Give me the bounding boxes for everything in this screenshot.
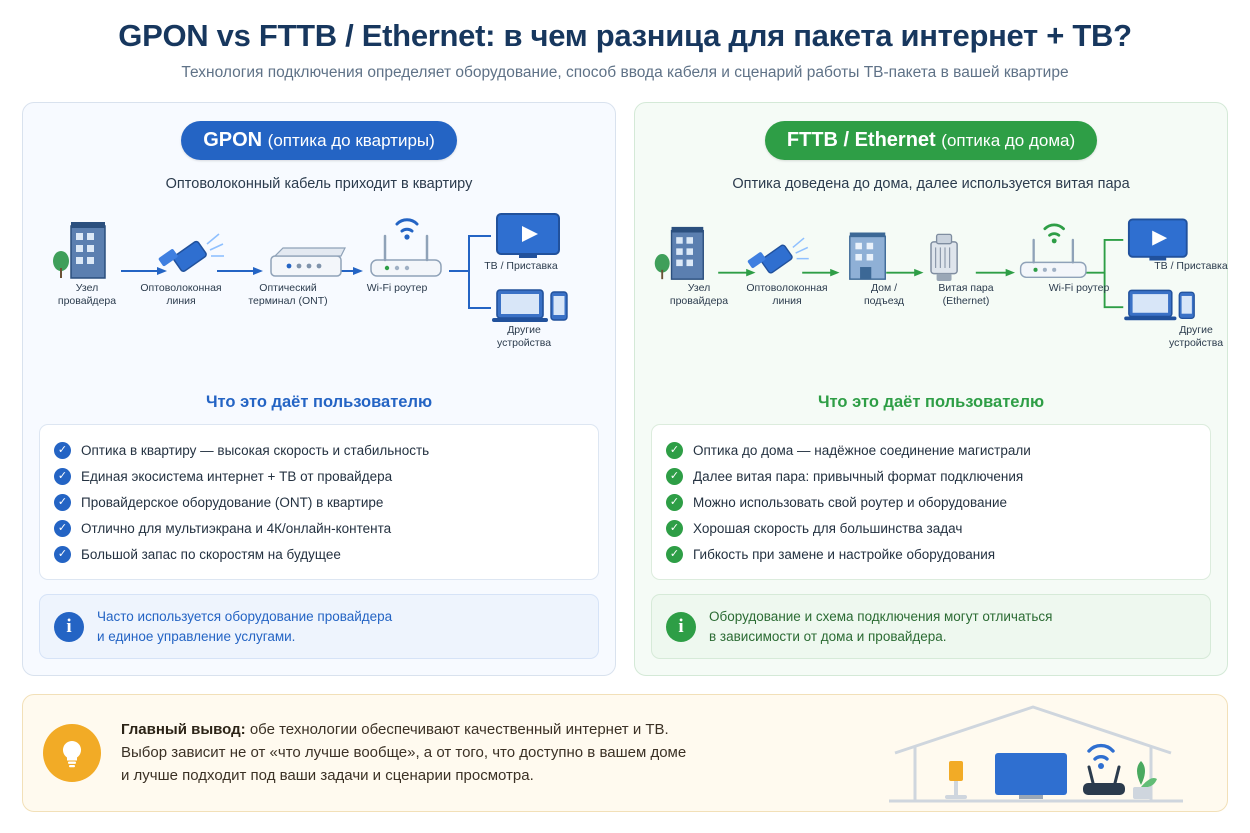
fttb-provider-icon xyxy=(655,227,704,279)
conclusion-lead: Главный вывод: xyxy=(121,720,246,738)
fttb-benefit-item xyxy=(666,541,1196,567)
home-lamp-icon xyxy=(945,761,967,799)
panel-gpon-flow xyxy=(39,208,599,383)
fttb-optic-icon xyxy=(747,238,809,274)
check-icon: ✓ xyxy=(666,468,683,485)
conclusion-line2: Выбор зависит не от «что лучше вообще», а от того, что доступно в вашем доме xyxy=(121,743,687,761)
fttb-node-devices xyxy=(1151,318,1241,350)
check-icon: ✓ xyxy=(666,520,683,537)
check-icon: ✓ xyxy=(54,546,71,563)
page-title: GPON vs FTTB / Ethernet: в чем разница для пакета интернет + ТВ? xyxy=(118,18,1132,53)
gpon-optic-icon xyxy=(158,234,224,272)
info-icon: i xyxy=(666,612,696,642)
gpon-node-optic-label: Оптоволоконная линия xyxy=(140,282,222,308)
check-icon: ✓ xyxy=(54,442,71,459)
fttb-router-icon xyxy=(1021,225,1086,277)
panel-gpon-badge-main: GPON xyxy=(203,129,263,151)
panel-fttb-flow xyxy=(651,208,1228,383)
fttb-benefits-box xyxy=(651,424,1211,580)
panel-gpon-note: Оптоволоконный кабель приходит в квартиру xyxy=(165,176,473,192)
check-icon: ✓ xyxy=(54,520,71,537)
fttb-node-tv xyxy=(1136,254,1246,273)
gpon-benefit-item xyxy=(54,515,584,541)
lightbulb-icon xyxy=(43,724,101,782)
check-icon: ✓ xyxy=(54,468,71,485)
conclusion-text xyxy=(121,719,686,787)
gpon-info-strip xyxy=(39,594,599,659)
fttb-node-provider xyxy=(651,276,747,308)
gpon-benefit-item xyxy=(54,489,584,515)
fttb-node-twisted-pair-label: Витая пара (Ethernet) xyxy=(938,282,994,308)
fttb-node-provider-label: Узел провайдера xyxy=(669,282,729,308)
lightbulb-glyph xyxy=(55,736,89,770)
fttb-benefit-item xyxy=(666,463,1196,489)
gpon-node-provider xyxy=(39,276,135,308)
panel-gpon xyxy=(22,102,616,676)
panel-fttb-badge xyxy=(765,121,1097,160)
fttb-node-optic xyxy=(739,276,835,308)
fttb-benefit-label: Можно использовать свой роутер и оборудование xyxy=(693,494,1008,510)
gpon-benefit-label: Отлично для мультиэкрана и 4К/онлайн-контента xyxy=(81,520,392,536)
gpon-benefit-label: Единая экосистема интернет + ТВ от провайдера xyxy=(81,468,393,484)
fttb-rj45-icon xyxy=(931,234,957,281)
fttb-benefit-label: Хорошая скорость для большинства задач xyxy=(693,520,963,536)
gpon-provider-icon xyxy=(53,222,105,278)
gpon-benefit-item xyxy=(54,437,584,463)
fttb-benefit-label: Гибкость при замене и настройке оборудования xyxy=(693,546,996,562)
panel-fttb-badge-sub: (оптика до дома) xyxy=(941,131,1076,150)
fttb-benefit-label: Далее витая пара: привычный формат подключения xyxy=(693,468,1024,484)
gpon-tv-icon xyxy=(497,214,559,258)
fttb-node-house-label: Дом / подъезд xyxy=(863,282,905,308)
fttb-devices-icon xyxy=(1124,290,1194,320)
gpon-node-ont xyxy=(240,276,336,308)
gpon-info-text: Часто используется оборудование провайдера и единое управление услугами. xyxy=(97,609,393,644)
gpon-benefit-label: Оптика в квартиру — высокая скорость и стабильность xyxy=(81,442,430,458)
gpon-node-tv-label: ТВ / Приставка xyxy=(484,260,558,272)
home-plant-icon xyxy=(1133,761,1157,799)
fttb-node-tv-label: ТВ / Приставка xyxy=(1154,260,1228,272)
home-router-icon xyxy=(1083,746,1125,795)
fttb-node-devices-label: Другие устройства xyxy=(1168,324,1224,350)
check-icon: ✓ xyxy=(666,546,683,563)
gpon-benefit-label: Большой запас по скоростям на будущее xyxy=(81,546,341,562)
conclusion-banner xyxy=(22,694,1228,812)
gpon-router-icon xyxy=(371,220,441,276)
gpon-benefit-label: Провайдерское оборудование (ONT) в квартире xyxy=(81,494,384,510)
gpon-node-router-label: Wi-Fi роутер xyxy=(366,282,428,294)
gpon-node-provider-label: Узел провайдера xyxy=(57,282,117,308)
gpon-benefits-box xyxy=(39,424,599,580)
fttb-node-twisted-pair xyxy=(918,276,1014,308)
conclusion-line1: обе технологии обеспечивают качественный интернет и ТВ. xyxy=(245,720,669,738)
panel-fttb xyxy=(634,102,1228,676)
home-tv-icon xyxy=(995,753,1067,799)
conclusion-line3: и лучше подходит под ваши задачи и сценарии просмотра. xyxy=(121,766,534,784)
check-icon: ✓ xyxy=(54,494,71,511)
check-icon: ✓ xyxy=(666,442,683,459)
fttb-benefit-label: Оптика до дома — надёжное соединение магистрали xyxy=(693,442,1031,458)
fttb-node-router-label: Wi-Fi роутер xyxy=(1048,282,1110,294)
panel-gpon-badge-sub: (оптика до квартиры) xyxy=(267,131,435,150)
info-icon: i xyxy=(54,612,84,642)
fttb-benefit-item xyxy=(666,515,1196,541)
check-icon: ✓ xyxy=(666,494,683,511)
fttb-node-router xyxy=(1031,276,1127,295)
gpon-benefits-title: Что это даёт пользователю xyxy=(205,393,433,411)
gpon-node-devices-label: Другие устройства xyxy=(496,324,552,350)
fttb-benefit-item xyxy=(666,489,1196,515)
gpon-node-ont-label: Оптический терминал (ONT) xyxy=(248,282,328,308)
fttb-node-optic-label: Оптоволоконная линия xyxy=(746,282,828,308)
gpon-ont-icon xyxy=(271,248,345,276)
panel-fttb-note: Оптика доведена до дома, далее используется витая пара xyxy=(732,176,1130,192)
gpon-node-devices xyxy=(479,318,569,350)
gpon-node-router xyxy=(349,276,445,295)
fttb-benefit-item xyxy=(666,437,1196,463)
panels-row xyxy=(0,82,1250,676)
panel-gpon-badge xyxy=(181,121,457,160)
fttb-benefits-title: Что это даёт пользователю xyxy=(817,393,1045,411)
fttb-info-text: Оборудование и схема подключения могут отличаться в зависимости от дома и провайдера. xyxy=(709,609,1053,644)
home-scene-icon xyxy=(883,701,1193,805)
gpon-benefit-item xyxy=(54,541,584,567)
fttb-house-icon xyxy=(850,233,885,280)
fttb-info-strip xyxy=(651,594,1211,659)
page-subtitle: Технология подключения определяет оборудование, способ ввода кабеля и сценарий работы ТВ-пакета в вашей квартире xyxy=(181,64,1069,81)
gpon-node-optic xyxy=(133,276,229,308)
gpon-benefit-item xyxy=(54,463,584,489)
gpon-node-tv xyxy=(466,254,576,273)
panel-fttb-badge-main: FTTB / Ethernet xyxy=(786,129,936,151)
